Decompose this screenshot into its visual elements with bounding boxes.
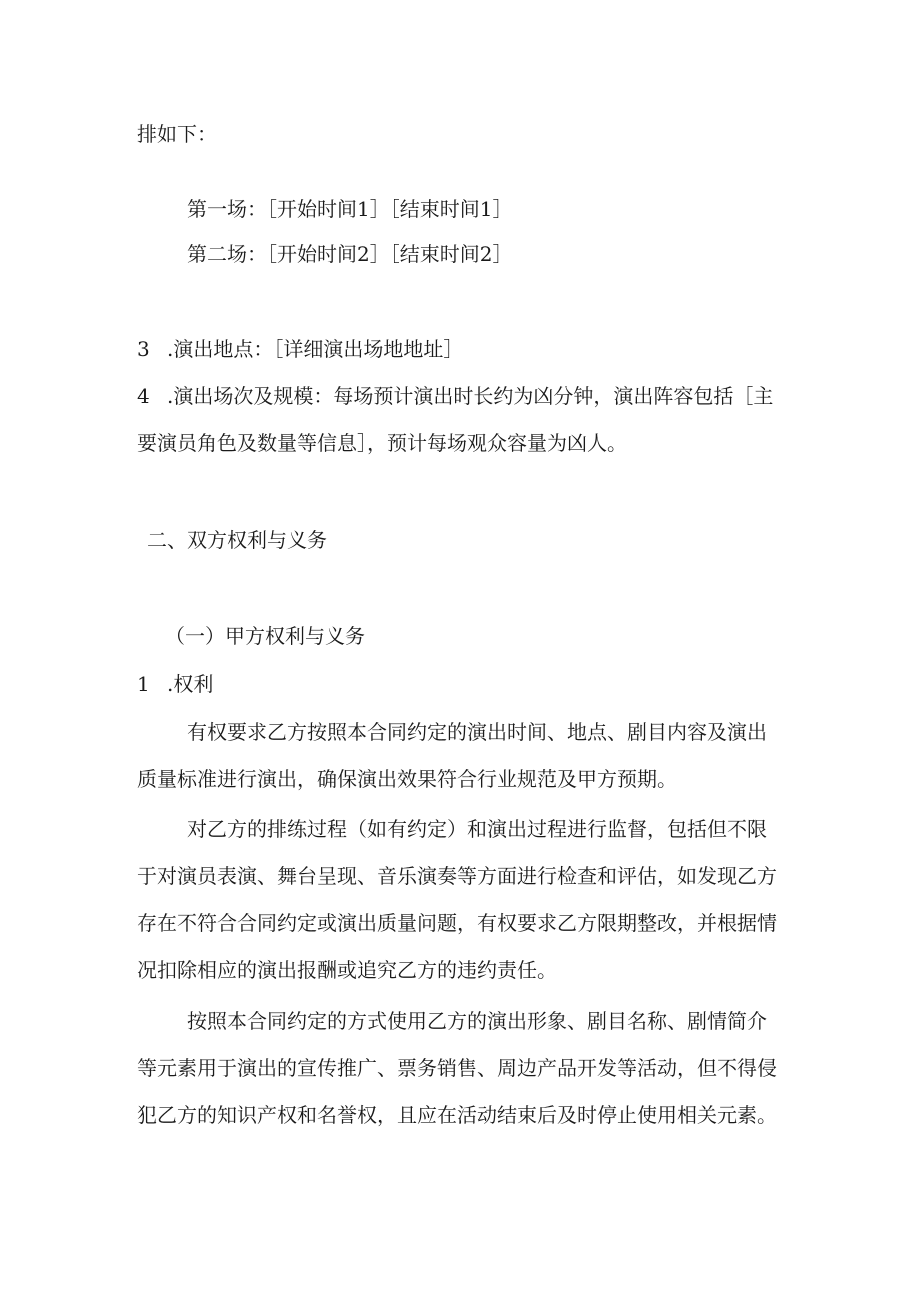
subsection-1-heading: （一）甲方权利与义务 bbox=[165, 624, 365, 648]
item-3-text: .演出地点：［详细演出场地地址］ bbox=[167, 337, 464, 361]
session-2-text: 第二场：［开始时间2］［结束时间2］ bbox=[187, 242, 513, 266]
item-3-line bbox=[137, 336, 463, 362]
intro-tail-text: 排如下： bbox=[137, 122, 217, 146]
rights-line bbox=[137, 671, 213, 697]
rights-number: 1 bbox=[137, 672, 150, 696]
paragraph-1-line-2: 质量标准进行演出，确保演出效果符合行业规范及甲方预期。 bbox=[137, 767, 677, 791]
paragraph-3-line-2: 等元素用于演出的宣传推广、票务销售、周边产品开发等活动，但不得侵 bbox=[137, 1056, 777, 1080]
item-4-line-1 bbox=[137, 383, 773, 409]
item-3-number: 3 bbox=[137, 337, 150, 361]
item-4-line-2: 要演员角色及数量等信息］，预计每场观众容量为凶人。 bbox=[137, 431, 627, 455]
paragraph-2-line-2: 于对演员表演、舞台呈现、音乐演奏等方面进行检查和评估，如发现乙方 bbox=[137, 864, 777, 888]
paragraph-2-line-4: 况扣除相应的演出报酬或追究乙方的违约责任。 bbox=[137, 958, 557, 982]
paragraph-2-line-3: 存在不符合合同约定或演出质量问题，有权要求乙方限期整改，并根据情 bbox=[137, 911, 777, 935]
session-1-text: 第一场：［开始时间1］［结束时间1］ bbox=[187, 197, 513, 221]
section-2-heading: 二、双方权利与义务 bbox=[147, 528, 327, 552]
item-4-text-1: .演出场次及规模：每场预计演出时长约为凶分钟，演出阵容包括［主 bbox=[167, 384, 774, 408]
paragraph-3-line-3: 犯乙方的知识产权和名誉权，且应在活动结束后及时停止使用相关元素。 bbox=[137, 1103, 777, 1127]
paragraph-2-line-1: 对乙方的排练过程（如有约定）和演出过程进行监督，包括但不限 bbox=[187, 817, 767, 841]
paragraph-3-line-1: 按照本合同约定的方式使用乙方的演出形象、剧目名称、剧情简介 bbox=[187, 1009, 767, 1033]
paragraph-1-line-1: 有权要求乙方按照本合同约定的演出时间、地点、剧目内容及演出 bbox=[187, 720, 767, 744]
item-4-number: 4 bbox=[137, 384, 150, 408]
rights-label: .权利 bbox=[167, 672, 214, 696]
